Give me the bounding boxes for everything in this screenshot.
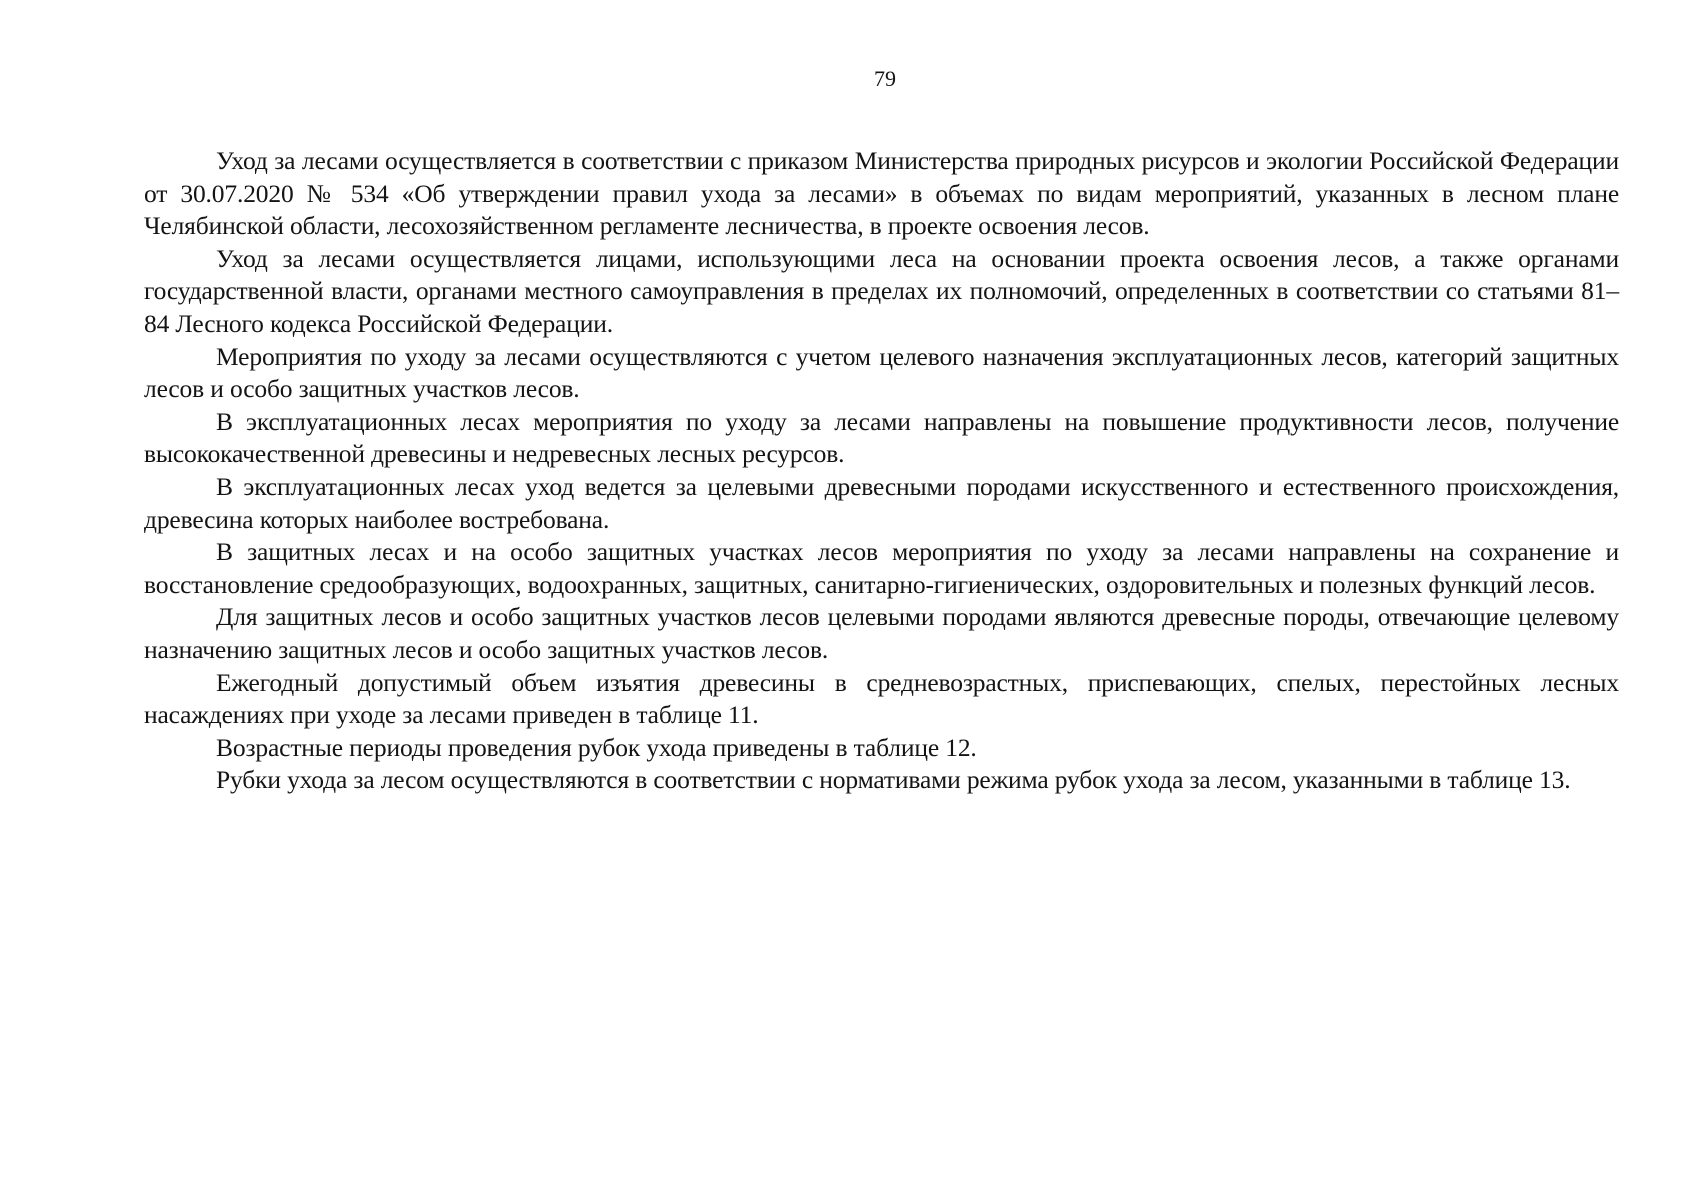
paragraph-exploitation-forests-goals: В эксплуатационных лесах мероприятия по уходу за лесами направлены на повышение продуктивности лесов, получение высококачественной древесины и недревесных лесных ресурсов. xyxy=(144,406,1619,469)
paragraph-forest-care-order: Уход за лесами осуществляется в соответствии с приказом Министерства природных рисурсов и экологии Российской Федерации от 30.07.2020 № 534 «Об утверждении правил ухода за лесами» в объемах по видам мероприятий, указанных в лесном плане Челябинской области, лесохозяйственном регламенте лесничества, в проекте освоения лесов. xyxy=(144,146,1619,241)
paragraph-protective-forests-goals: В защитных лесах и на особо защитных участках лесов мероприятия по уходу за лесами направлены на сохранение и восстановление средообразующих, водоохранных, защитных, санитарно-гигиенических, оздоровительных и полезных функций лесов. xyxy=(144,537,1619,599)
paragraph-annual-volume-table-11: Ежегодный допустимый объем изъятия древесины в средневозрастных, приспевающих, спелых, перестойных лесных насаждениях при уходе за лесами приведен в таблице 11. xyxy=(144,667,1619,730)
page-number: 79 xyxy=(874,66,896,91)
document-body xyxy=(144,145,1619,797)
paragraph-age-periods-table-12: Возрастные периоды проведения рубок ухода приведены в таблице 12. xyxy=(216,732,977,762)
paragraph-exploitation-forests-species: В эксплуатационных лесах уход ведется за целевыми древесными породами искусственного и естественного происхождения, древесина которых наиболее востребована. xyxy=(144,471,1619,534)
paragraph-forest-care-performers: Уход за лесами осуществляется лицами, использующими леса на основании проекта освоения лесов, а также органами государственной власти, органами местного самоуправления в пределах их полномочий, определенных в соответствии со статьями 81–84 Лесного кодекса Российской Федерации. xyxy=(144,243,1619,338)
paragraph-care-purpose-consideration: Мероприятия по уходу за лесами осуществляются с учетом целевого назначения эксплуатационных лесов, категорий защитных лесов и особо защитных участков лесов. xyxy=(144,341,1619,404)
paragraph-thinning-norms-table-13: Рубки ухода за лесом осуществляются в соответствии с нормативами режима рубок ухода за лесом, указанными в таблице 13. xyxy=(216,765,1571,795)
paragraph-protective-forests-species: Для защитных лесов и особо защитных участков лесов целевыми породами являются древесные породы, отвечающие целевому назначению защитных лесов и особо защитных участков лесов. xyxy=(144,602,1619,664)
